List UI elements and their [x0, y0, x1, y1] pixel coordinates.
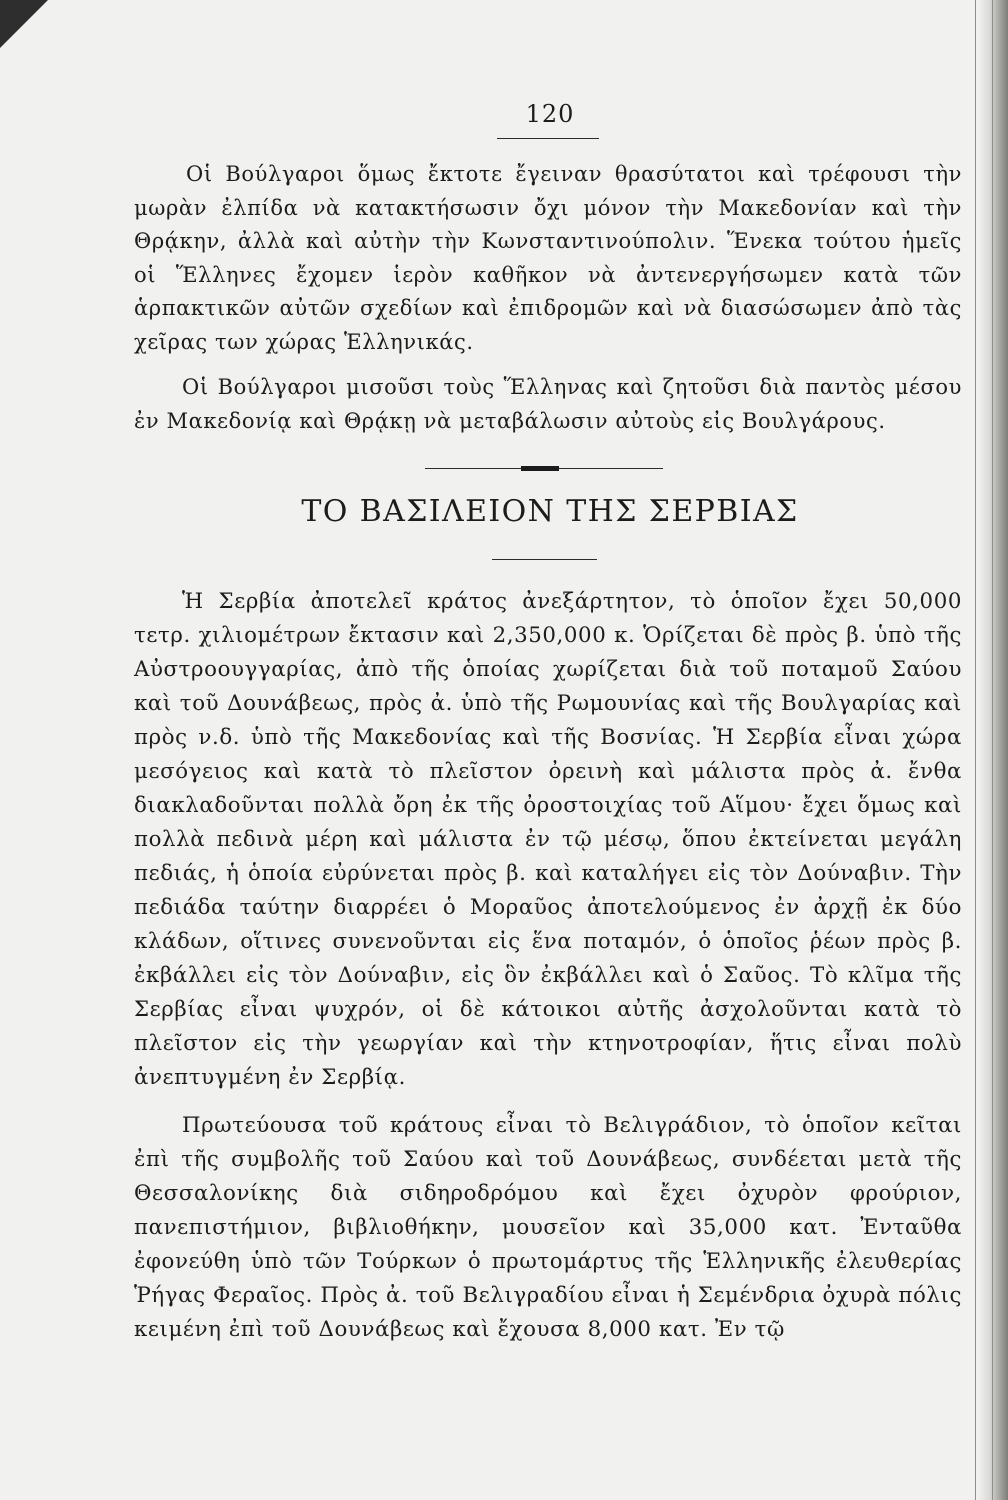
- book-spine-shadow: [978, 0, 1008, 1500]
- paragraph-bulgarians-hatred: Οἱ Βούλγαροι μισοῦσι τοὺς Ἕλληνας καὶ ζητοῦσι διὰ παντὸς μέσου ἐν Μακεδονίᾳ καὶ Θρᾴκῃ νὰ μεταβάλωσιν αὐτοὺς εἰς Βουλγάρους.: [134, 375, 962, 433]
- folded-corner: [0, 0, 48, 48]
- paragraph-serbia-capital: Πρωτεύουσα τοῦ κράτους εἶναι τὸ Βελιγράδιον, τὸ ὁποῖον κεῖται ἐπὶ τῆς συμβολῆς τοῦ Σαύου καὶ τοῦ Δουνάβεως, συνδέεται μετὰ τῆς Θεσσαλονίκης διὰ σιδηροδρόμου καὶ ἔχει ὀχυρὸν φρούριον, πανεπιστήμιον, βιβλιοθήκην, μουσεῖον καὶ 35,000 κατ. Ἐνταῦθα ἐφονεύθη ὑπὸ τῶν Τούρκων ὁ πρωτομάρτυς τῆς Ἑλληνικῆς ἐλευθερίας Ῥήγας Φεραῖος. Πρὸς ἀ. τοῦ Βελιγραδίου εἶναι ἡ Σεμένδρια ὀχυρὰ πόλις κειμένη ἐπὶ τοῦ Δουνάβεως καὶ ἔχουσα 8,000 κατ. Ἐν τῷ: [134, 1113, 963, 1342]
- page-number: 120: [525, 100, 575, 128]
- section-title-rule: [492, 559, 597, 560]
- section-title: ΤΟ ΒΑΣΙΛΕΙΟΝ ΤΗΣ ΣΕΡΒΙΑΣ: [301, 494, 799, 529]
- spine-edge-line: [975, 0, 976, 1500]
- spine-edge-line: [992, 0, 993, 1500]
- paragraph-serbia-geography: Ἡ Σερβία ἀποτελεῖ κράτος ἀνεξάρτητον, τὸ ὁποῖον ἔχει 50,000 τετρ. χιλιομέτρων ἔκτασιν καὶ 2,350,000 κ. Ὁρίζεται δὲ πρὸς β. ὑπὸ τῆς Αὐστροουγγαρίας, ἀπὸ τῆς ὁποίας χωρίζεται διὰ τοῦ ποταμοῦ Σαύου καὶ τοῦ Δουνάβεως, πρὸς ἀ. ὑπὸ τῆς Ρωμουνίας καὶ τῆς Βουλγαρίας καὶ πρὸς ν.δ. ὑπὸ τῆς Μακεδονίας καὶ τῆς Βοσνίας. Ἡ Σερβία εἶναι χώρα μεσόγειος καὶ κατὰ τὸ πλεῖστον ὀρεινὴ καὶ μάλιστα πρὸς ἀ. ἔνθα διακλαδοῦνται πολλὰ ὄρη ἐκ τῆς ὀροστοιχίας τοῦ Αἵμου· ἔχει ὅμως καὶ πολλὰ πεδινὰ μέρη καὶ μάλιστα ἐν τῷ μέσῳ, ὅπου ἐκτείνεται μεγάλη πεδιάς, ἡ ὁποία εὐρύνεται πρὸς β. καὶ καταλήγει εἰς τὸν Δούναβιν. Τὴν πεδιάδα ταύτην διαρρέει ὁ Μοραῦος ἀποτελούμενος ἐν ἀρχῇ ἐκ δύο κλάδων, οἵτινες συνενοῦνται εἰς ἕνα ποταμόν, ὁ ὁποῖος ῥέων πρὸς β. ἐκβάλλει εἰς τὸν Δούναβιν, εἰς ὃν ἐκβάλλει καὶ ὁ Σαῦος. Τὸ κλῖμα τῆς Σερβίας εἶναι ψυχρόν, οἱ δὲ κάτοικοι αὐτῆς ἀσχολοῦνται κατὰ τὸ πλεῖστον εἰς τὴν γεωργίαν καὶ τὴν κτηνοτροφίαν, ἥτις εἶναι πολὺ ἀνεπτυγμένη ἐν Σερβίᾳ.: [134, 589, 962, 1090]
- section-separator: [425, 468, 663, 482]
- separator-thick-mark: [521, 466, 559, 471]
- page-number-rule: [497, 138, 599, 139]
- paragraph-bulgarians-ambitions: Οἱ Βούλγαροι ὅμως ἔκτοτε ἔγειναν θρασύτατοι καὶ τρέφουσι τὴν μωρὰν ἐλπίδα νὰ κατακτήσωσιν ὄχι μόνον τὴν Μακεδονίαν καὶ τὴν Θρᾴκην, ἀλλὰ καὶ αὐτὴν τὴν Κωνσταντινούπολιν. Ἕνεκα τούτου ἡμεῖς οἱ Ἕλληνες ἔχομεν ἱερὸν καθῆκον νὰ ἀντενεργήσωμεν κατὰ τῶν ἁρπακτικῶν αὐτῶν σχεδίων καὶ ἐπιδρομῶν καὶ νὰ διασώσωμεν ἀπὸ τὰς χεῖρας των χώρας Ἑλληνικάς.: [134, 162, 962, 354]
